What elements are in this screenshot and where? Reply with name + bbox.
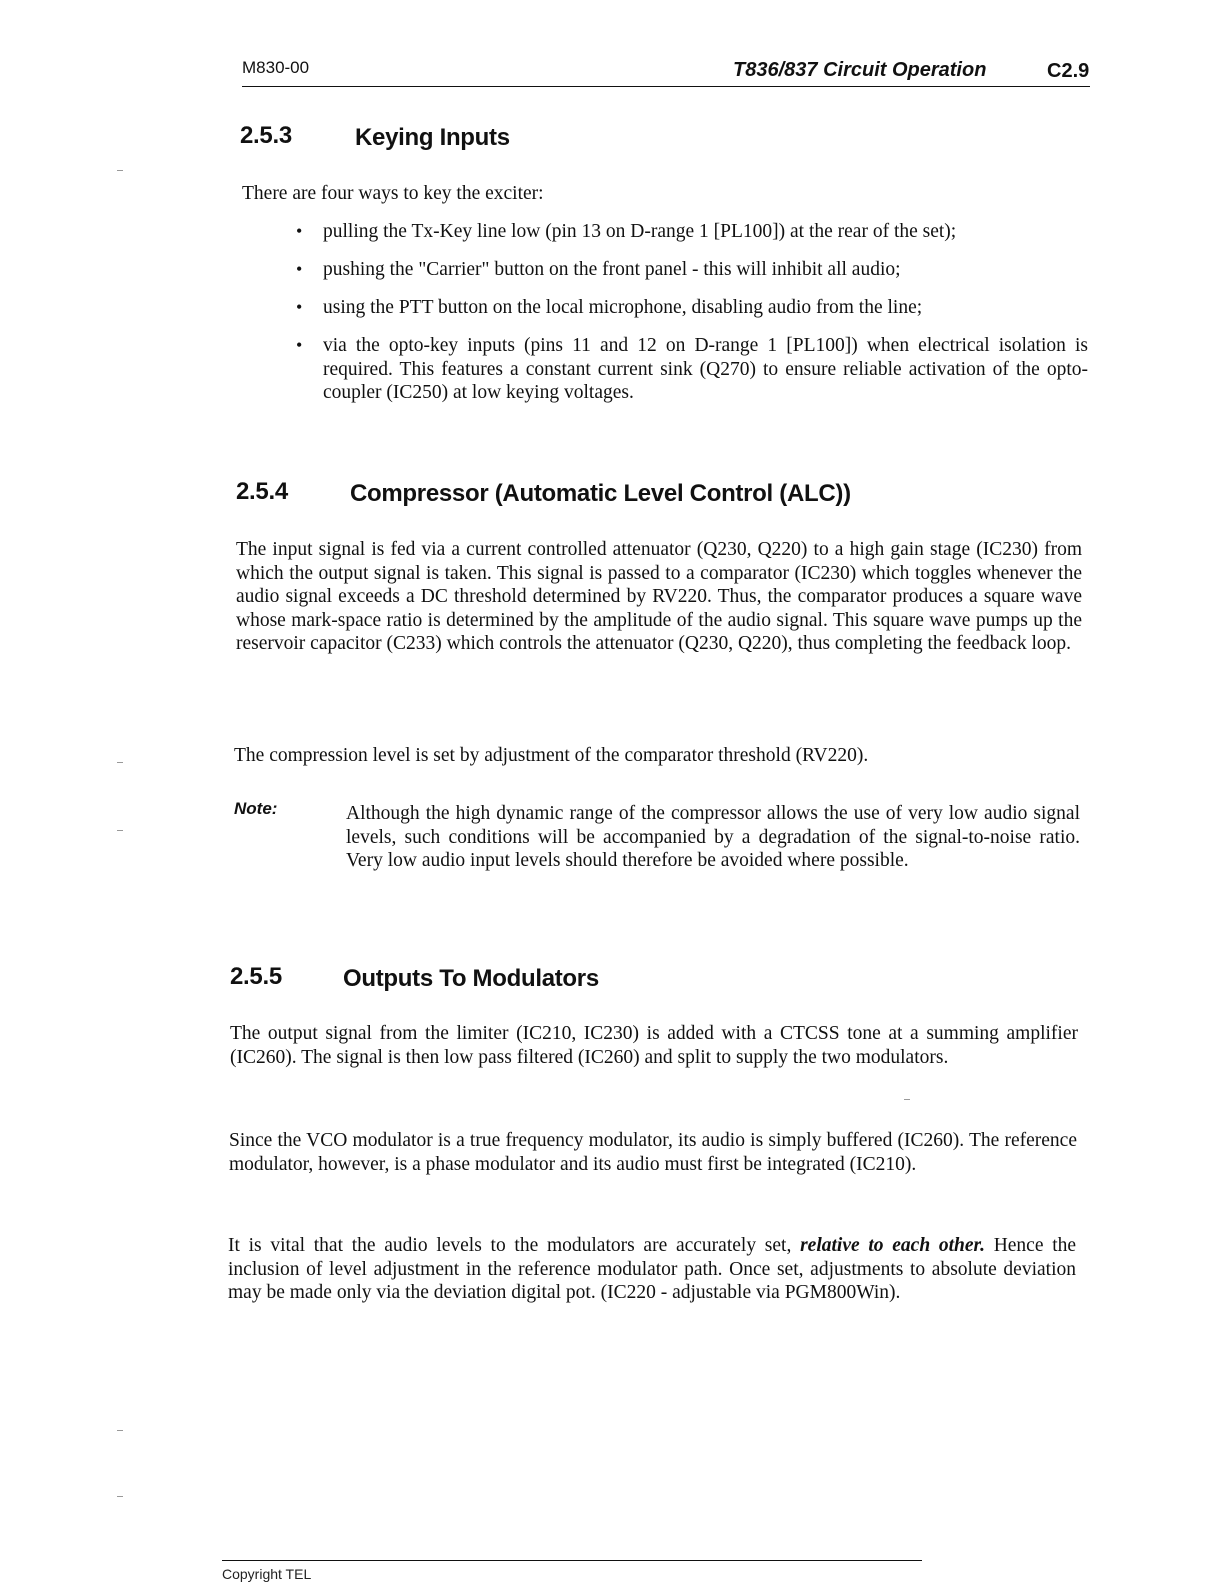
keying-intro: There are four ways to key the exciter: <box>242 183 544 204</box>
audio-levels-text-start: It is vital that the audio levels to the modulators are accurately set, <box>228 1235 792 1256</box>
bullet-icon: • <box>296 335 303 355</box>
section-title-compressor: Compressor (Automatic Level Control (ALC)) <box>350 480 851 507</box>
list-item-text: using the PTT button on the local microphone, disabling audio from the line; <box>323 297 923 318</box>
header-rule <box>242 86 1090 87</box>
emphasis-relative: relative to each other. <box>800 1235 985 1256</box>
keying-methods-list <box>296 220 1088 419</box>
footer-rule <box>222 1560 922 1561</box>
bullet-icon: • <box>296 297 303 317</box>
list-item-text: pushing the "Carrier" button on the front panel - this will inhibit all audio; <box>323 259 901 280</box>
list-item-text: pulling the Tx-Key line low (pin 13 on D-range 1 [PL100]) at the rear of the set); <box>323 221 957 242</box>
note-text: Although the high dynamic range of the compressor allows the use of very low audio signal levels, such conditions will be accompanied by a degradation of the signal-to-noise ratio. Very low audio input levels should therefore be avoided where possible. <box>346 803 1080 871</box>
note-label: Note: <box>234 799 278 818</box>
list-item <box>296 258 1088 282</box>
footer-copyright: Copyright TEL <box>222 1566 312 1582</box>
vco-modulator-text: Since the VCO modulator is a true frequency modulator, its audio is simply buffered (IC260). The reference modulator, however, is a phase modulator and its audio must first be integrated (IC210). <box>229 1130 1077 1175</box>
list-item <box>296 334 1088 405</box>
margin-mark <box>117 1430 123 1431</box>
section-number-253: 2.5.3 <box>240 122 292 149</box>
compression-level-text: The compression level is set by adjustment of the comparator threshold (RV220). <box>234 745 869 766</box>
audio-levels-text <box>228 1234 1076 1305</box>
section-title-keying-inputs: Keying Inputs <box>355 124 510 151</box>
list-item-text: via the opto-key inputs (pins 11 and 12 on D-range 1 [PL100]) when electrical isolation is required. This features a constant current sink (Q270) to ensure reliable activation of the opto-coupler (IC250) at low keying voltages. <box>323 335 1088 403</box>
outputs-description: The output signal from the limiter (IC210, IC230) is added with a CTCSS tone at a summing amplifier (IC260). The signal is then low pass filtered (IC260) and split to supply the two modulators. <box>230 1023 1078 1068</box>
margin-mark <box>117 762 123 763</box>
list-item <box>296 296 1088 320</box>
margin-mark <box>904 1099 910 1100</box>
margin-mark <box>117 1496 123 1497</box>
doc-code: M830-00 <box>242 58 310 77</box>
section-number-254: 2.5.4 <box>236 478 288 505</box>
margin-mark <box>117 830 123 831</box>
bullet-icon: • <box>296 259 303 279</box>
list-item <box>296 220 1088 244</box>
section-number-255: 2.5.5 <box>230 963 282 990</box>
running-title: T836/837 Circuit Operation <box>733 59 987 81</box>
bullet-icon: • <box>296 221 303 241</box>
audio-levels-text-end: Hence the inclusion of level adjustment in the reference modulator path. Once set, adjustments to absolute deviation may be made only via the deviation digital pot. (IC220 - adjustable via PGM800Win). <box>228 1235 1077 1303</box>
page-number: C2.9 <box>1047 60 1090 82</box>
margin-mark <box>117 170 123 171</box>
section-title-outputs: Outputs To Modulators <box>343 965 599 992</box>
compressor-description: The input signal is fed via a current controlled attenuator (Q230, Q220) to a high gain stage (IC230) from which the output signal is taken. This signal is passed to a comparator (IC230) which toggles whenever the audio signal exceeds a DC threshold determined by RV220. Thus, the comparator produces a square wave whose mark-space ratio is determined by the amplitude of the audio signal. This square wave pumps up the reservoir capacitor (C233) which controls the attenuator (Q230, Q220), thus completing the feedback loop. <box>236 539 1082 654</box>
